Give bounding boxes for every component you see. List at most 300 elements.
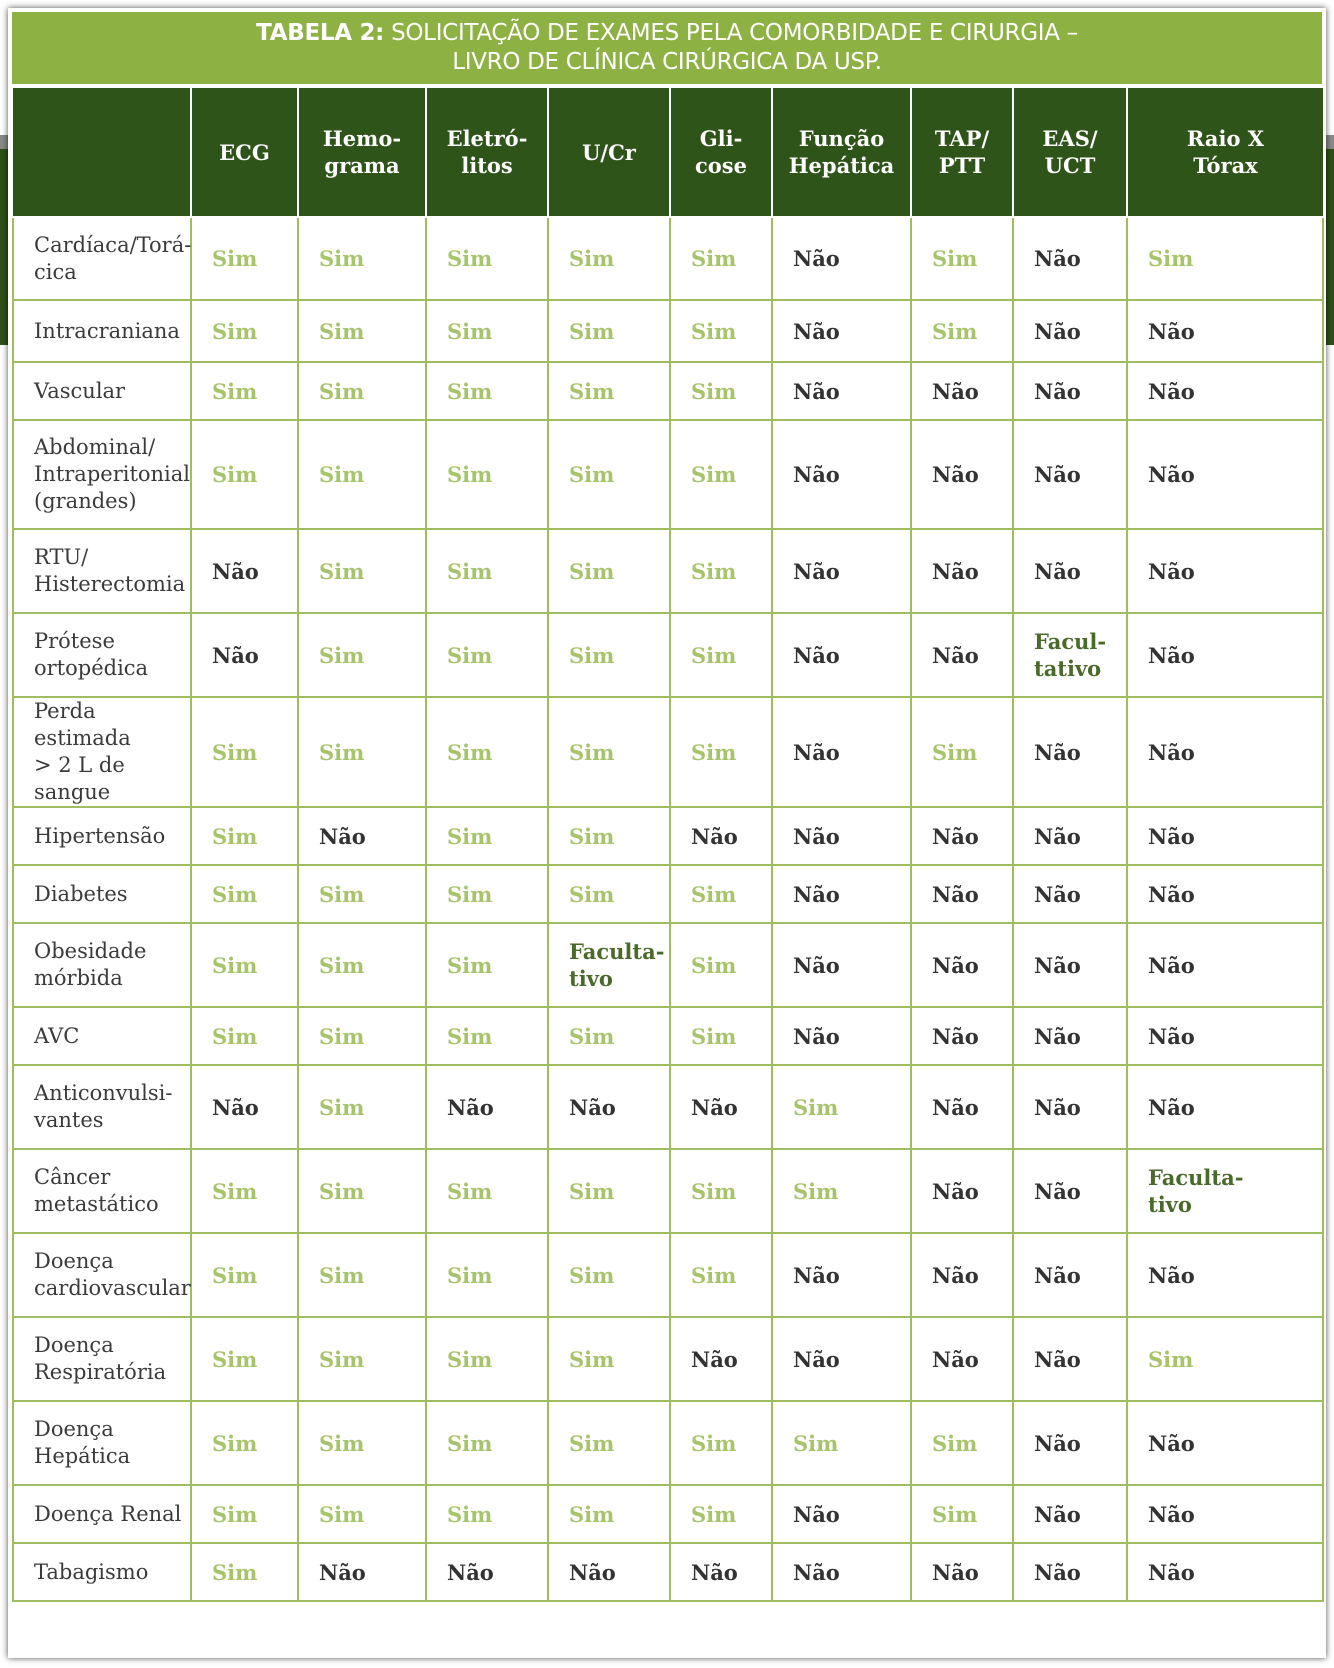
table-row — [13, 1317, 1323, 1401]
cell-text-line: Sim — [569, 558, 615, 584]
cell-nao — [1127, 1543, 1323, 1601]
column-header — [298, 88, 426, 217]
column-header-line: UCT — [1044, 153, 1096, 178]
cell-text-line: Não — [1034, 1346, 1081, 1372]
cell-text-line: Não — [793, 1023, 840, 1049]
cell-text-line: Não — [691, 1094, 738, 1120]
cell-text-line: Sim — [212, 318, 258, 344]
cell-sim — [670, 697, 772, 807]
cell-text-line: Não — [1034, 1094, 1081, 1120]
column-header-line: Tórax — [1193, 153, 1258, 178]
cell-sim — [191, 1317, 298, 1401]
table-row — [13, 1401, 1323, 1485]
cell-nao — [1127, 613, 1323, 697]
cell-nao — [1127, 697, 1323, 807]
cell-sim — [548, 362, 670, 420]
cell-text-line: Sim — [447, 1178, 493, 1204]
cell-text-line: Não — [1034, 1178, 1081, 1204]
cell-text-line: Facul- — [1034, 629, 1107, 654]
cell-text-line: Sim — [319, 318, 365, 344]
cell-text-line: Sim — [319, 642, 365, 668]
cell-text-line: Não — [691, 823, 738, 849]
cell-nao — [911, 362, 1013, 420]
cell-sim — [548, 529, 670, 613]
cell-text-line: Não — [1034, 1023, 1081, 1049]
cell-nao — [772, 1007, 911, 1065]
cell-text-line: Sim — [691, 378, 737, 404]
cell-sim — [298, 1317, 426, 1401]
cell-text-line: Sim — [319, 246, 365, 271]
cell-sim — [548, 1485, 670, 1543]
cell-text-line: Não — [932, 462, 979, 487]
cell-text-line: tativo — [1034, 656, 1102, 681]
row-label-line: Hepática — [34, 1444, 131, 1468]
cell-text-line: Não — [319, 823, 366, 849]
cell-text-line: Sim — [212, 823, 258, 849]
cell-text-line: Sim — [447, 823, 493, 849]
cell-text-line: Sim — [569, 378, 615, 404]
cell-nao — [1013, 865, 1127, 923]
cell-sim — [426, 1401, 548, 1485]
row-label-line: Diabetes — [34, 881, 128, 906]
cell-text-line: Sim — [447, 881, 493, 907]
cell-nao — [772, 1485, 911, 1543]
cell-text-line: Não — [793, 1346, 840, 1372]
cell-text-line: Não — [1034, 318, 1081, 344]
cell-text-line: Sim — [1148, 246, 1194, 271]
cell-text-line: Não — [1148, 558, 1195, 584]
column-header-line: Hemo- — [322, 126, 402, 151]
cell-nao — [1013, 923, 1127, 1007]
cell-text-line: Sim — [447, 1346, 493, 1372]
cell-sim — [426, 1233, 548, 1317]
row-label-line: Prótese — [34, 629, 115, 653]
cell-sim — [548, 1149, 670, 1233]
cell-text-line: Não — [793, 462, 840, 487]
table-row — [13, 1485, 1323, 1543]
row-label — [13, 1317, 191, 1401]
cell-sim — [670, 362, 772, 420]
cell-sim — [548, 613, 670, 697]
cell-nao — [772, 1317, 911, 1401]
cell-text-line: Não — [1148, 952, 1195, 978]
table-title-text: SOLICITAÇÃO DE EXAMES PELA COMORBIDADE E CIRURGIA – — [391, 20, 1078, 46]
cell-text-line: Não — [1148, 378, 1195, 404]
cell-nao — [1013, 529, 1127, 613]
exams-table — [12, 88, 1324, 1602]
cell-sim — [548, 1007, 670, 1065]
row-label-line: Vascular — [34, 378, 126, 403]
cell-text-line: tivo — [569, 966, 613, 991]
table-row — [13, 420, 1323, 529]
table-title-line-2: LIVRO DE CLÍNICA CIRÚRGICA DA USP. — [452, 49, 882, 75]
cell-sim — [426, 300, 548, 362]
cell-nao — [1013, 1007, 1127, 1065]
cell-text-line: Não — [932, 378, 979, 404]
cell-text-line: Não — [1034, 881, 1081, 907]
row-label — [13, 300, 191, 362]
row-label-line: Doença Renal — [34, 1501, 182, 1526]
row-label-line: Câncer — [34, 1165, 111, 1189]
cell-text-line: Não — [932, 952, 979, 978]
cell-sim — [298, 865, 426, 923]
cell-text-line: Sim — [569, 881, 615, 907]
cell-nao — [1013, 420, 1127, 529]
cell-sim — [426, 529, 548, 613]
cell-nao — [191, 613, 298, 697]
cell-nao — [191, 1065, 298, 1149]
cell-text-line: Sim — [319, 1178, 365, 1204]
table-row — [13, 1007, 1323, 1065]
table-row — [13, 362, 1323, 420]
cell-text-line: Sim — [212, 1559, 258, 1585]
cell-text-line: Sim — [447, 318, 493, 344]
column-header-line: grama — [324, 153, 400, 178]
cell-text-line: Sim — [447, 1262, 493, 1288]
cell-text-line: Não — [212, 1094, 259, 1120]
column-header-line: Gli- — [699, 126, 743, 151]
cell-text-line: Sim — [212, 952, 258, 978]
cell-text-line: Não — [447, 1094, 494, 1120]
cell-text-line: Sim — [212, 1178, 258, 1204]
cell-sim — [548, 865, 670, 923]
cell-nao — [1013, 1401, 1127, 1485]
cell-text-line: Não — [212, 558, 259, 584]
cell-text-line: Sim — [447, 462, 493, 487]
cell-text-line: Não — [691, 1559, 738, 1585]
cell-text-line: Sim — [212, 1023, 258, 1049]
cell-text-line: Não — [691, 1346, 738, 1372]
row-label — [13, 1065, 191, 1149]
table-row — [13, 807, 1323, 865]
cell-text-line: Não — [932, 1094, 979, 1120]
cell-nao — [1013, 362, 1127, 420]
cell-nao — [548, 1065, 670, 1149]
table-row — [13, 1233, 1323, 1317]
cell-text-line: Sim — [932, 739, 978, 765]
cell-text-line: Não — [932, 1178, 979, 1204]
table-row — [13, 1149, 1323, 1233]
cell-nao — [1013, 1065, 1127, 1149]
column-header — [426, 88, 548, 217]
cell-text-line: Não — [932, 1346, 979, 1372]
row-label-line: Tabagismo — [34, 1559, 149, 1584]
cell-text-line: Sim — [569, 739, 615, 765]
cell-nao — [298, 1543, 426, 1601]
cell-text-line: Sim — [447, 642, 493, 668]
cell-text-line: Sim — [319, 462, 365, 487]
cell-sim — [298, 613, 426, 697]
row-label-line: Doença — [34, 1417, 114, 1441]
table-row — [13, 300, 1323, 362]
cell-nao — [772, 1233, 911, 1317]
cell-nao — [1127, 1233, 1323, 1317]
column-header-line: ECG — [219, 139, 270, 165]
cell-nao — [426, 1065, 548, 1149]
cell-sim — [670, 300, 772, 362]
row-label — [13, 613, 191, 697]
cell-sim — [191, 923, 298, 1007]
cell-nao — [772, 923, 911, 1007]
cell-text-line: Sim — [691, 1262, 737, 1288]
cell-nao — [1013, 1485, 1127, 1543]
row-label-line: Histerectomia — [34, 572, 186, 596]
cell-text-line: Sim — [691, 1501, 737, 1527]
cell-text-line: Sim — [212, 739, 258, 765]
cell-nao — [911, 865, 1013, 923]
cell-sim — [426, 362, 548, 420]
cell-text-line: Sim — [569, 1262, 615, 1288]
cell-text-line: Sim — [212, 1501, 258, 1527]
cell-sim — [298, 1401, 426, 1485]
cell-text-line: Não — [1148, 739, 1195, 765]
row-label-line: (grandes) — [34, 489, 137, 513]
cell-text-line: Não — [212, 642, 259, 668]
cell-text-line: Não — [793, 823, 840, 849]
cell-text-line: Não — [932, 1023, 979, 1049]
cell-text-line: Não — [1148, 1501, 1195, 1527]
cell-text-line: Sim — [447, 739, 493, 765]
cell-text-line: Sim — [569, 1023, 615, 1049]
row-label-line: RTU/ — [34, 545, 89, 569]
cell-nao — [1013, 807, 1127, 865]
column-header-line: TAP/ — [934, 126, 990, 151]
cell-text-line: Não — [1034, 952, 1081, 978]
cell-nao — [911, 1317, 1013, 1401]
cell-text-line: Sim — [691, 1430, 737, 1456]
cell-text-line: Sim — [319, 952, 365, 978]
cell-text-line: Sim — [691, 318, 737, 344]
cell-sim — [772, 1149, 911, 1233]
table-row — [13, 697, 1323, 807]
cell-text-line: Sim — [447, 1430, 493, 1456]
cell-text-line: Sim — [212, 462, 258, 487]
cell-sim — [298, 1233, 426, 1317]
row-label-line: Anticonvulsi- — [34, 1081, 173, 1105]
cell-sim — [298, 362, 426, 420]
cell-text-line: Sim — [691, 1178, 737, 1204]
column-header-line: litos — [461, 153, 513, 178]
row-label — [13, 1543, 191, 1601]
cell-sim — [670, 529, 772, 613]
cell-facultativo — [1127, 1149, 1323, 1233]
column-header-line: Eletró- — [446, 126, 528, 151]
cell-sim — [191, 865, 298, 923]
cell-sim — [548, 1317, 670, 1401]
cell-sim — [426, 697, 548, 807]
cell-sim — [548, 697, 670, 807]
cell-nao — [1127, 1485, 1323, 1543]
cell-sim — [298, 420, 426, 529]
cell-nao — [911, 1149, 1013, 1233]
column-header-line: U/Cr — [582, 139, 636, 165]
cell-sim — [191, 697, 298, 807]
cell-sim — [670, 613, 772, 697]
cell-sim — [298, 300, 426, 362]
row-label — [13, 529, 191, 613]
row-label — [13, 362, 191, 420]
table-row — [13, 1065, 1323, 1149]
cell-text-line: Sim — [569, 246, 615, 271]
cell-text-line: Sim — [569, 1346, 615, 1372]
cell-text-line: Não — [793, 318, 840, 344]
header-cell-empty — [13, 88, 191, 217]
cell-text-line: Faculta- — [569, 939, 665, 964]
cell-sim — [426, 613, 548, 697]
cell-sim — [911, 697, 1013, 807]
cell-sim — [911, 300, 1013, 362]
cell-text-line: Sim — [447, 1023, 493, 1049]
cell-sim — [426, 1317, 548, 1401]
cell-text-line: Sim — [447, 1501, 493, 1527]
cell-nao — [772, 362, 911, 420]
row-label — [13, 1485, 191, 1543]
cell-sim — [191, 1233, 298, 1317]
cell-text-line: Sim — [319, 1430, 365, 1456]
cell-nao — [548, 1543, 670, 1601]
cell-text-line: Não — [793, 881, 840, 907]
cell-sim — [191, 420, 298, 529]
cell-nao — [670, 807, 772, 865]
cell-text-line: Sim — [691, 246, 737, 271]
cell-sim — [426, 865, 548, 923]
row-label — [13, 697, 191, 807]
table-header-row — [13, 88, 1323, 217]
cell-text-line: Sim — [319, 1023, 365, 1049]
cell-text-line: Não — [932, 1559, 979, 1585]
cell-sim — [191, 1149, 298, 1233]
cell-sim — [191, 1543, 298, 1601]
cell-sim — [1127, 217, 1323, 300]
cell-nao — [1013, 1149, 1127, 1233]
cell-text-line: Sim — [447, 952, 493, 978]
cell-nao — [670, 1317, 772, 1401]
cell-sim — [426, 1007, 548, 1065]
cell-nao — [1013, 217, 1127, 300]
row-label — [13, 420, 191, 529]
cell-text-line: Não — [319, 1559, 366, 1585]
cell-text-line: Sim — [319, 1094, 365, 1120]
cell-text-line: Sim — [793, 1094, 839, 1120]
cell-nao — [911, 529, 1013, 613]
row-label-line: mórbida — [34, 966, 123, 990]
cell-sim — [298, 1485, 426, 1543]
cell-sim — [191, 1401, 298, 1485]
cell-sim — [911, 1485, 1013, 1543]
cell-nao — [911, 1233, 1013, 1317]
cell-text-line: Sim — [212, 1346, 258, 1372]
cell-sim — [298, 697, 426, 807]
cell-nao — [911, 807, 1013, 865]
row-label-line: Doença — [34, 1333, 114, 1357]
cell-sim — [191, 807, 298, 865]
cell-text-line: Sim — [793, 1430, 839, 1456]
row-label-line: ortopédica — [34, 656, 149, 680]
cell-text-line: Não — [1148, 642, 1195, 668]
cell-nao — [1127, 1401, 1323, 1485]
cell-sim — [191, 1007, 298, 1065]
cell-sim — [191, 1485, 298, 1543]
row-label — [13, 865, 191, 923]
cell-text-line: Sim — [1148, 1346, 1194, 1372]
cell-text-line: Não — [932, 823, 979, 849]
cell-text-line: Não — [793, 642, 840, 668]
cell-text-line: Não — [1034, 1430, 1081, 1456]
column-header-line: cose — [695, 153, 747, 178]
cell-text-line: Não — [447, 1559, 494, 1585]
cell-sim — [298, 1007, 426, 1065]
row-label — [13, 1401, 191, 1485]
cell-nao — [670, 1543, 772, 1601]
row-label — [13, 1007, 191, 1065]
cell-sim — [298, 1149, 426, 1233]
cell-sim — [548, 807, 670, 865]
cell-text-line: Sim — [569, 823, 615, 849]
cell-nao — [911, 1543, 1013, 1601]
cell-nao — [1127, 300, 1323, 362]
cell-text-line: Sim — [447, 246, 493, 271]
cell-text-line: Não — [1148, 881, 1195, 907]
cell-text-line: Sim — [447, 558, 493, 584]
cell-sim — [670, 217, 772, 300]
cell-nao — [1127, 807, 1323, 865]
cell-nao — [911, 420, 1013, 529]
cell-text-line: Sim — [212, 1430, 258, 1456]
cell-sim — [670, 1485, 772, 1543]
cell-nao — [191, 529, 298, 613]
cell-text-line: Sim — [319, 558, 365, 584]
row-label-line: > 2 L de sangue — [34, 753, 125, 804]
cell-text-line: Sim — [212, 881, 258, 907]
table-row — [13, 613, 1323, 697]
row-label-line: cardiovascular — [34, 1276, 191, 1300]
cell-text-line: Sim — [691, 558, 737, 584]
cell-text-line: Sim — [319, 881, 365, 907]
cell-sim — [772, 1401, 911, 1485]
row-label — [13, 923, 191, 1007]
row-label-line: AVC — [34, 1023, 80, 1048]
cell-text-line: Sim — [793, 1178, 839, 1204]
cell-sim — [911, 217, 1013, 300]
row-label-line: Cardíaca/Torá- — [34, 232, 192, 257]
cell-text-line: Não — [1148, 823, 1195, 849]
cell-nao — [1127, 529, 1323, 613]
table-row — [13, 217, 1323, 300]
cell-text-line: Não — [1034, 558, 1081, 584]
cell-nao — [911, 1065, 1013, 1149]
cell-sim — [298, 217, 426, 300]
cell-text-line: Não — [793, 378, 840, 404]
cell-sim — [298, 923, 426, 1007]
cell-sim — [298, 529, 426, 613]
cell-text-line: Sim — [569, 1501, 615, 1527]
cell-text-line: Não — [569, 1094, 616, 1120]
cell-nao — [772, 529, 911, 613]
cell-text-line: Sim — [932, 318, 978, 344]
cell-text-line: Não — [793, 1559, 840, 1585]
cell-text-line: Sim — [212, 1262, 258, 1288]
cell-text-line: Sim — [569, 462, 615, 487]
cell-nao — [426, 1543, 548, 1601]
cell-nao — [772, 420, 911, 529]
exam-table-card — [8, 8, 1326, 1658]
cell-text-line: Não — [1034, 1501, 1081, 1527]
column-header — [548, 88, 670, 217]
cell-text-line: Não — [932, 1262, 979, 1288]
cell-text-line: Sim — [932, 1430, 978, 1456]
column-header-line: EAS/ — [1042, 126, 1098, 151]
cell-nao — [772, 217, 911, 300]
